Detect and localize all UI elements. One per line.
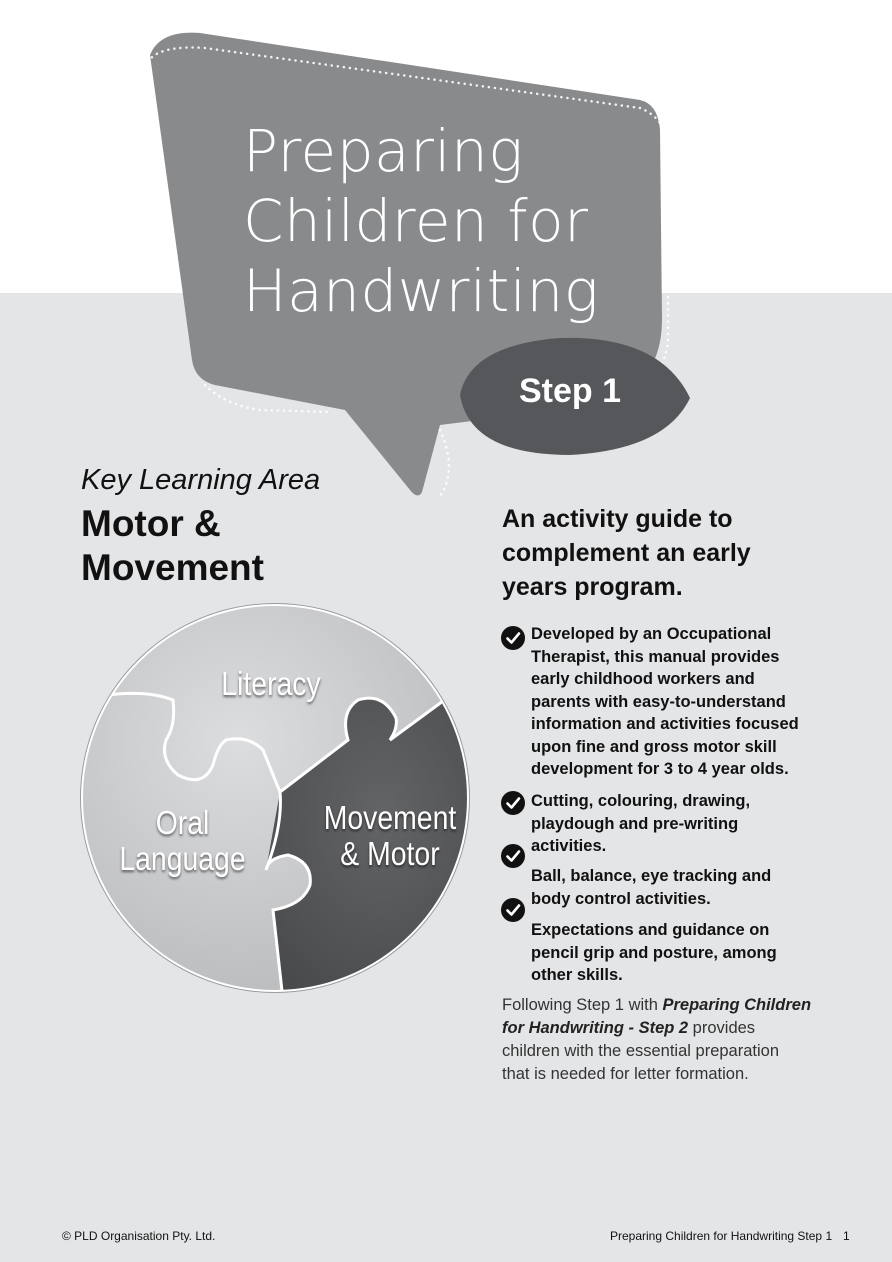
intro-line: complement an early: [502, 539, 751, 567]
bullet-line: activities.: [531, 837, 607, 855]
kla-title-line: Motor &: [81, 503, 221, 544]
puzzle-label-line: Language: [119, 840, 246, 877]
bullet-line: Cutting, colouring, drawing,: [531, 792, 751, 810]
footer-doc-title: Preparing Children for Handwriting Step 1: [610, 1229, 833, 1243]
bullet-line: pencil grip and posture, among: [531, 943, 777, 962]
puzzle-label-line: & Motor: [340, 835, 440, 872]
book-title-emphasis: Preparing Children: [662, 996, 812, 1014]
page-title: [243, 116, 599, 326]
footer-copyright: © PLD Organisation Pty. Ltd.: [62, 1229, 216, 1243]
checkmark-icon: [501, 791, 525, 815]
following-line: that is needed for letter formation.: [502, 1065, 749, 1083]
bullet-line: early childhood workers and: [531, 670, 755, 688]
kla-title-line: Movement: [81, 547, 264, 588]
checkmark-icon: [501, 626, 525, 650]
bullet-line: information and activities focused: [531, 715, 799, 733]
puzzle-label-oral-language: [112, 805, 254, 877]
following-line: [502, 1017, 832, 1040]
checkmark-icon: [501, 898, 525, 922]
bullet-line: playdough and pre-writing: [531, 814, 739, 833]
title-line: Children for: [243, 187, 589, 255]
bullet-item: [531, 865, 831, 910]
intro-line: An activity guide to: [502, 505, 733, 533]
intro-heading: [502, 502, 832, 604]
bullet-line: Therapist, this manual provides: [531, 647, 780, 666]
bullet-line: Expectations and guidance on: [531, 921, 770, 939]
bullet-line: development for 3 to 4 year olds.: [531, 760, 789, 778]
intro-line: years program.: [502, 573, 683, 601]
key-learning-area-title: [81, 502, 264, 590]
bullet-line: body control activities.: [531, 889, 711, 908]
bullet-line: upon fine and gross motor skill: [531, 737, 777, 756]
bullet-item: [531, 919, 831, 987]
following-text: Following Step 1 with: [502, 996, 663, 1014]
bullet-item: [531, 790, 831, 858]
bullet-item: [531, 623, 831, 781]
bullet-line: Ball, balance, eye tracking and: [531, 867, 772, 885]
following-line: [502, 994, 832, 1017]
puzzle-label-line: Oral: [155, 804, 210, 841]
title-line: Handwriting: [243, 257, 600, 325]
following-paragraph: [502, 994, 832, 1086]
checkmark-icon: [501, 844, 525, 868]
puzzle-label-literacy: Literacy: [221, 665, 321, 702]
puzzle-label-movement-motor: [317, 800, 463, 872]
following-line: children with the essential preparation: [502, 1042, 779, 1060]
bullet-line: other skills.: [531, 966, 623, 984]
book-title-emphasis: for Handwriting - Step 2: [502, 1019, 689, 1037]
title-line: Preparing: [243, 117, 524, 185]
step-badge: Step 1: [518, 372, 622, 410]
puzzle-label-line: Movement: [323, 799, 457, 836]
bullet-line: parents with easy-to-understand: [531, 692, 786, 711]
key-learning-area-label: Key Learning Area: [81, 464, 321, 496]
following-text: provides: [688, 1019, 756, 1037]
bullet-line: Developed by an Occupational: [531, 625, 772, 643]
footer-page-number: 1: [843, 1229, 850, 1243]
